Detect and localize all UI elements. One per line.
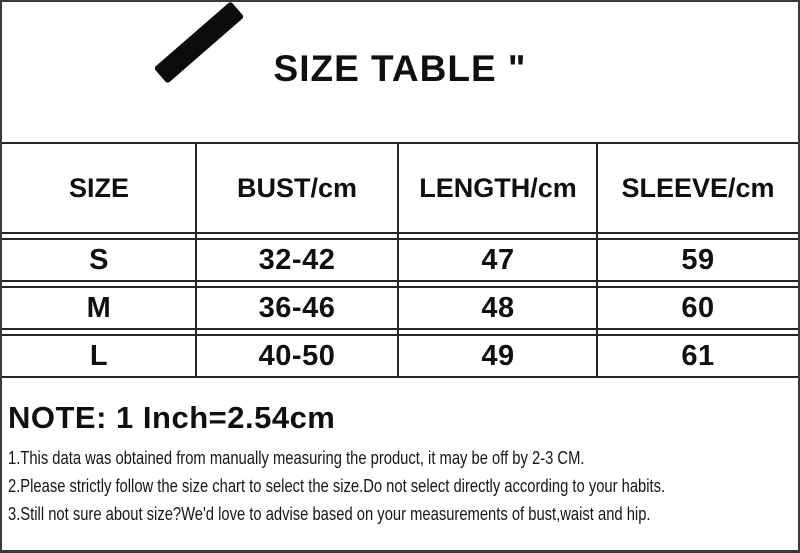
cell-size-s: S: [89, 243, 109, 276]
header-cell-sleeve: SLEEVE/cm: [621, 172, 775, 203]
cell-sleeve-s: 59: [681, 243, 715, 276]
page-title: SIZE TABLE ": [273, 48, 527, 89]
cell-bust-l: 40-50: [258, 339, 336, 372]
table-column-divider: [397, 142, 399, 378]
table-row: [2, 238, 798, 282]
cell-bust-m: 36-46: [258, 291, 336, 324]
table-row: [2, 286, 798, 330]
cell-length-m: 48: [481, 291, 515, 324]
note-heading: NOTE: 1 Inch=2.54cm: [8, 400, 336, 435]
note-line-2: 2.Please strictly follow the size chart to select the size.Do not select directly according to your habits.: [8, 476, 666, 496]
note-line-3: 3.Still not sure about size?We'd love to advise based on your measurements of bust,waist and hip.: [8, 504, 651, 524]
cell-length-s: 47: [481, 243, 515, 276]
note-line-1: 1.This data was obtained from manually measuring the product, it may be off by 2-3 CM.: [8, 448, 585, 468]
cell-length-l: 49: [481, 339, 515, 372]
cell-sleeve-m: 60: [681, 291, 715, 324]
table-column-divider: [195, 142, 197, 378]
header-cell-length: LENGTH/cm: [419, 172, 577, 203]
cell-size-l: L: [89, 339, 109, 372]
cell-bust-s: 32-42: [258, 243, 336, 276]
table-row: [2, 334, 798, 378]
header-cell-bust: BUST/cm: [236, 172, 358, 203]
cell-sleeve-l: 61: [681, 339, 715, 372]
table-header-row: [2, 142, 798, 234]
note-list: [8, 444, 800, 528]
cell-size-m: M: [86, 291, 112, 324]
table-column-divider: [596, 142, 598, 378]
header-cell-size: SIZE: [68, 172, 129, 203]
